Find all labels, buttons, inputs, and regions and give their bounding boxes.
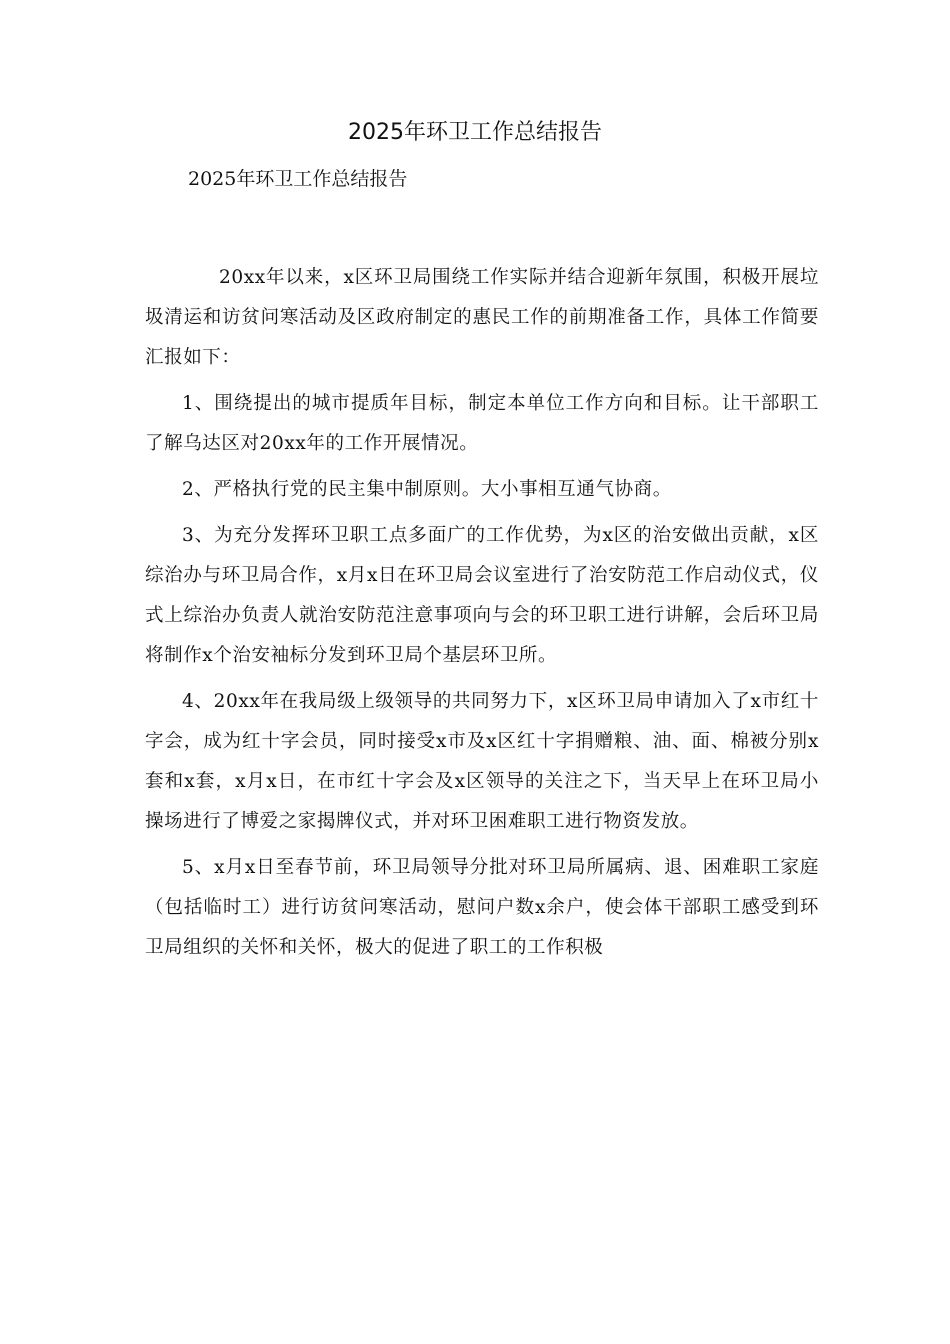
paragraph-intro: 20xx年以来，x区环卫局围绕工作实际并结合迎新年氛围，积极开展垃圾清运和访贫问寒活动及区政府制定的惠民工作的前期准备工作，具体工作简要汇报如下： <box>145 267 819 368</box>
document-body <box>145 258 819 974</box>
document-subtitle: 2025年环卫工作总结报告 <box>188 168 408 190</box>
paragraph-item-4: 4、20xx年在我局级上级领导的共同努力下，x区环卫局申请加入了x市红十字会，成为红十字会员，同时接受x市及x区红十字捐赠粮、油、面、棉被分别x套和x套，x月x日，在市红十字会及x区领导的关注之下，当天早上在环卫局小操场进行了博爱之家揭牌仪式，并对环卫困难职工进行物资发放。 <box>145 691 819 832</box>
document-title: 2025年环卫工作总结报告 <box>348 120 602 145</box>
paragraph-item-2: 2、严格执行党的民主集中制原则。大小事相互通气协商。 <box>182 479 672 500</box>
paragraph-item-3: 3、为充分发挥环卫职工点多面广的工作优势，为x区的治安做出贡献，x区综治办与环卫局合作，x月x日在环卫局会议室进行了治安防范工作启动仪式，仪式上综治办负责人就治安防范注意事项向与会的环卫职工进行讲解，会后环卫局将制作x个治安袖标分发到环卫局个基层环卫所。 <box>145 525 819 666</box>
paragraph-item-1: 1、围绕提出的城市提质年目标，制定本单位工作方向和目标。让干部职工了解乌达区对20xx年的工作开展情况。 <box>145 393 819 454</box>
paragraph-item-5: 5、x月x日至春节前，环卫局领导分批对环卫局所属病、退、困难职工家庭（包括临时工）进行访贫问寒活动，慰问户数x余户，使会体干部职工感受到环卫局组织的关怀和关怀，极大的促进了职工的工作积极 <box>145 857 819 958</box>
